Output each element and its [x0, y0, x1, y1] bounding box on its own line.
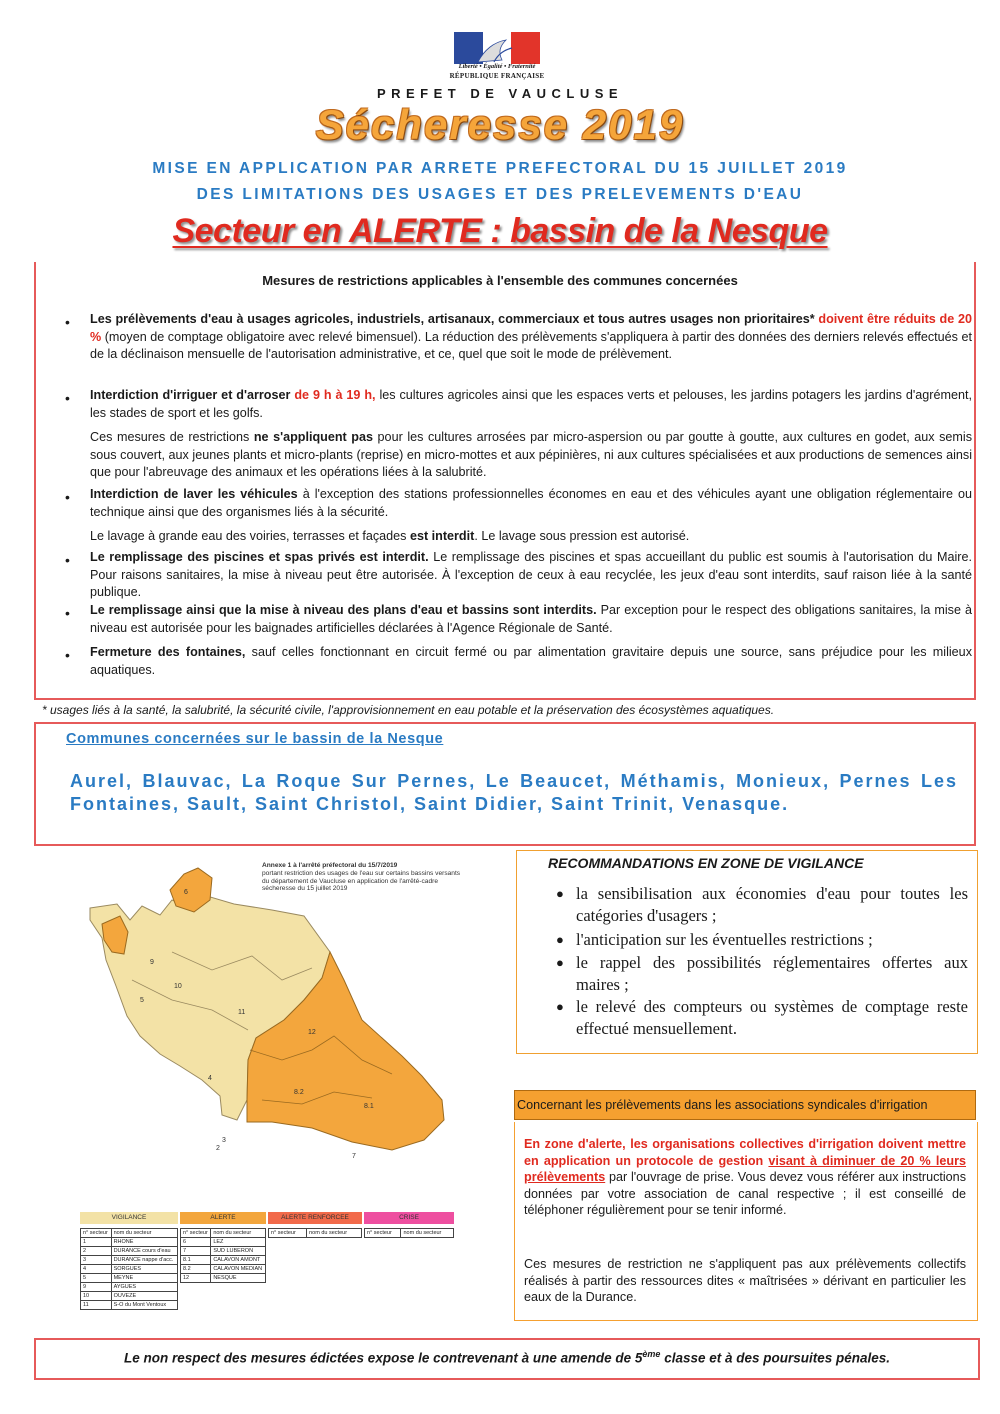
map-label: 10	[174, 983, 182, 990]
legend-cell: SORGUES	[111, 1265, 177, 1274]
legend-cell: 4	[81, 1265, 112, 1274]
map-annexe-caption: Annexe 1 à l'arrêté préfectoral du 15/7/2019 portant restriction des usages de l'eau sur certains bassins versants du département de Vaucluse en application de l'arrêté-cadre sécheresse du 15 juillet 2019	[262, 862, 461, 893]
map-label: 9	[150, 959, 154, 966]
legend-cell: 8.1	[181, 1256, 211, 1265]
republique-francaise: RÉPUBLIQUE FRANÇAISE	[449, 72, 545, 80]
legend-alerte: ALERTE	[180, 1212, 266, 1224]
measures-heading: Mesures de restrictions applicables à l'ensemble des communes concernées	[262, 273, 738, 288]
legend-cell: 6	[181, 1238, 211, 1247]
legend-cell: RHONE	[111, 1238, 177, 1247]
legend-cell: CALAVON AMONT	[211, 1256, 266, 1265]
legend-cell: SUD LUBERON	[211, 1247, 266, 1256]
legend-cell: 1	[81, 1238, 112, 1247]
irrigation-heading: Concernant les prélèvements dans les associations syndicales d'irrigation	[514, 1090, 976, 1120]
legend-cell: LEZ	[211, 1238, 266, 1247]
map-label: 4	[208, 1075, 212, 1082]
legend-row	[81, 1256, 178, 1265]
measure-pools: Le remplissage des piscines et spas privés est interdit. Le remplissage des piscines et spas accueillant du public est soumis à l'autorisation du Maire. Pour raisons sanitaires, la mise à niveau peut être autorisée. À l'exception de ceux à eau recyclée, les jeux d'eau sont interdits, sauf raison liée à la santé publique.	[90, 550, 972, 600]
legend-cell: 12	[181, 1274, 211, 1283]
recommandation-item: l'anticipation sur les éventuelles restrictions ;	[576, 930, 873, 949]
legend-alerte-renforcee: ALERTE RENFORCEE	[268, 1212, 362, 1224]
map-label: 11	[238, 1009, 246, 1016]
subtitle-line-1: MISE EN APPLICATION PAR ARRETE PREFECTORAL DU 15 JUILLET 2019	[152, 160, 848, 177]
legend-table-alerte: n° secteur nom du secteur 6 LEZ 7 SUD LUBERON 8.1 CALAVON AMONT 8.2 CALAVON MEDIAN 12 NESQUE	[180, 1228, 266, 1283]
legend-cell: 5	[81, 1274, 112, 1283]
recommandation-item: la sensibilisation aux économies d'eau pour toutes les catégories d'usagers ;	[576, 884, 968, 925]
legend-row	[181, 1247, 266, 1256]
bullet: •	[65, 390, 70, 406]
map-label: 12	[308, 1029, 316, 1036]
legend-cell: OUVEZE	[111, 1292, 177, 1301]
recommandations-title: RECOMMANDATIONS EN ZONE DE VIGILANCE	[548, 855, 864, 871]
legend-vigilance: VIGILANCE	[80, 1212, 178, 1224]
measure-fountains: Fermeture des fontaines, sauf celles fonctionnant en circuit fermé ou par alimentation gravitaire depuis une source, sans préjudice pour les milieux aquatiques.	[90, 645, 972, 677]
measure-ponds: Le remplissage ainsi que la mise à niveau des plans d'eau et bassins sont interdits. Par exception pour le respect des obligations sanitaires, la mise à niveau est autorisée pour les baignades artificielles déclarées à l'Agence Régionale de Santé.	[90, 603, 972, 635]
marianne-logo	[454, 32, 540, 64]
irrigation-paragraph-2: Ces mesures de restriction ne s'appliquent pas aux prélèvements collectifs réalisés à partir des ressources dites « maîtrisées » dérivant en particulier les eaux de la Durance.	[524, 1257, 966, 1304]
bullet: ●	[556, 932, 564, 947]
legend-row	[181, 1274, 266, 1283]
subtitle-line-2: DES LIMITATIONS DES USAGES ET DES PRELEVEMENTS D'EAU	[196, 186, 804, 203]
page-title: Sécheresse 2019	[315, 101, 685, 148]
legend-row	[181, 1265, 266, 1274]
legend-cell: DURANCE cours d'eau	[111, 1247, 177, 1256]
vaucluse-map	[72, 860, 492, 1160]
legend-row	[81, 1265, 178, 1274]
legend-cell: AYGUES	[111, 1283, 177, 1292]
republic-motto: Liberté • Égalité • Fraternité	[458, 63, 536, 70]
map-label: 3	[222, 1137, 226, 1144]
bullet: •	[65, 647, 70, 663]
washing-rule: Le lavage à grande eau des voiries, terrasses et façades est interdit. Le lavage sous pression est autorisé.	[90, 529, 690, 543]
communes-heading: Communes concernées sur le bassin de la Nesque	[66, 731, 444, 747]
map-label: 7	[352, 1153, 356, 1160]
alert-sector-title: Secteur en ALERTE : bassin de la Nesque	[172, 212, 828, 250]
penalty-notice: Le non respect des mesures édictées expose le contrevenant à une amende de 5ème classe et à des poursuites pénales.	[123, 1349, 891, 1366]
map-label: 5	[140, 997, 144, 1004]
legend-row	[81, 1238, 178, 1247]
legend-row	[81, 1292, 178, 1301]
legend-cell: 9	[81, 1283, 112, 1292]
legend-cell: 11	[81, 1301, 112, 1310]
legend-row	[81, 1247, 178, 1256]
recommandation-item: le rappel des possibilités réglementaires offertes aux maires ;	[576, 953, 968, 994]
map-label: 8.2	[294, 1089, 304, 1096]
legend-row	[81, 1283, 178, 1292]
bullet: •	[65, 489, 70, 505]
measure-withdrawals: Les prélèvements d'eau à usages agricoles, industriels, artisanaux, commerciaux et tous autres usages non prioritaires* doivent être réduits de 20 % (moyen de comptage obligatoire avec relevé bimensuel). La réduction des prélèvements s'appliquera à partir des données des derniers relevés effectués et de la déclinaison mensuelle de l'autorisation administrative, et ce, quel que soit le mode de prélèvement.	[90, 312, 973, 362]
legend-cell: 8.2	[181, 1265, 211, 1274]
footnote: * usages liés à la santé, la salubrité, la sécurité civile, l'approvisionnement en eau potable et la préservation des écosystèmes aquatiques.	[42, 703, 775, 717]
communes-list: Aurel, Blauvac, La Roque Sur Pernes, Le Beaucet, Méthamis, Monieux, Pernes Les Fontaines, Sault, Saint Christol, Saint Didier, Saint Trinit, Venasque.	[70, 771, 958, 814]
legend-table-renforcee: n° secteur nom du secteur	[268, 1228, 362, 1238]
legend-crise: CRISE	[364, 1212, 454, 1224]
bullet: •	[65, 552, 70, 568]
irrigation-paragraph-1: En zone d'alerte, les organisations collectives d'irrigation doivent mettre en application un protocole de gestion visant à diminuer de 20 % leurs prélèvements par l'ouvrage de prise. Vous devez vous référer aux instructions données par votre association de canal respective ; il est conseillé de téléphoner régulièrement pour se tenir informé.	[524, 1137, 967, 1217]
legend-cell: MEYNE	[111, 1274, 177, 1283]
prefet-label: PREFET DE VAUCLUSE	[376, 86, 624, 101]
legend-row	[181, 1238, 266, 1247]
measure-vehicles: Interdiction de laver les véhicules à l'exception des stations professionnelles économes en eau et des véhicules ayant une obligation réglementaire ou technique ainsi que des organismes liés à la sécurité.	[90, 487, 972, 519]
legend-cell: 10	[81, 1292, 112, 1301]
irrigation-exceptions: Ces mesures de restrictions ne s'appliquent pas pour les cultures arrosées par micro-aspersion ou par goutte à goutte, aux cultures en godet, aux semis sous couvert, aux jeunes plants et micro-plants (reprise) en micro-mottes et aux pépinières, ni aux cultures spécialisées et aux productions de semences ainsi que pour l'abreuvage des animaux et les opérations liées à la salubrité.	[90, 430, 973, 480]
bullet: ●	[556, 999, 564, 1014]
legend-cell: NESQUE	[211, 1274, 266, 1283]
legend-cell: 3	[81, 1256, 112, 1265]
recommandation-item: le relevé des compteurs ou systèmes de comptage reste effectué mensuellement.	[576, 997, 968, 1038]
legend-cell: 7	[181, 1247, 211, 1256]
bullet: ●	[556, 886, 564, 901]
map-label: 2	[216, 1145, 220, 1152]
bullet: •	[65, 605, 70, 621]
legend-cell: DURANCE nappe d'acc.	[111, 1256, 177, 1265]
bullet: ●	[556, 955, 564, 970]
legend-table-vigilance: n° secteur nom du secteur 1 RHONE 2 DURANCE cours d'eau 3 DURANCE nappe d'acc. 4 SORGUES 5 MEYNE 9 AYGUES 10 OUVEZE 11 S-O du Mont Ventoux	[80, 1228, 178, 1310]
map-label: 8.1	[364, 1103, 374, 1110]
legend-cell: CALAVON MEDIAN	[211, 1265, 266, 1274]
legend-row	[81, 1301, 178, 1310]
bullet: •	[65, 314, 70, 330]
legend-row	[81, 1274, 178, 1283]
legend-row	[181, 1256, 266, 1265]
measure-irrigation: Interdiction d'irriguer et d'arroser de 9 h à 19 h, les cultures agricoles ainsi que les espaces verts et pelouses, les jardins potagers les jardins d'agrément, les stades de sport et les golfs.	[90, 388, 972, 420]
legend-cell: S-O du Mont Ventoux	[111, 1301, 177, 1310]
legend-table-crise: n° secteur nom du secteur	[364, 1228, 454, 1238]
map-label: 6	[184, 889, 188, 896]
legend-cell: 2	[81, 1247, 112, 1256]
